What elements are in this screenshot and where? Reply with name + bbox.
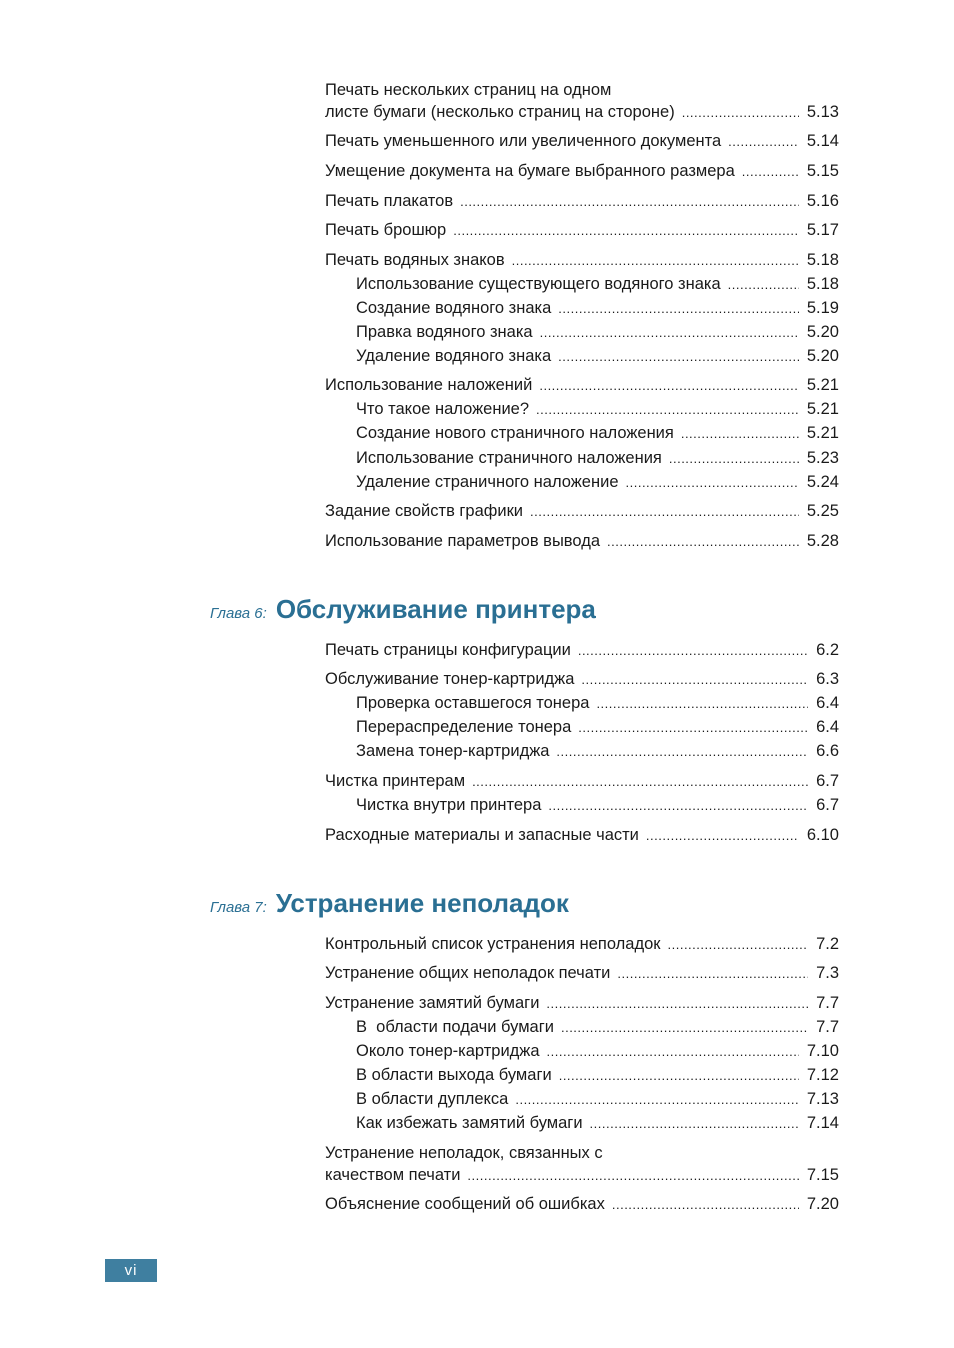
toc-entry-title: Использование существующего водяного знака xyxy=(356,275,721,293)
chapter-7-heading[interactable] xyxy=(210,888,569,922)
toc-entry[interactable] xyxy=(325,668,839,690)
toc-leader-dots xyxy=(590,1113,799,1135)
toc-entry-title: Перераспределение тонера xyxy=(356,718,572,736)
toc-entry[interactable] xyxy=(325,1164,839,1186)
toc-entry-page: 5.15 xyxy=(806,162,839,180)
toc-entry-page: 5.20 xyxy=(806,323,839,341)
toc-subentry[interactable] xyxy=(356,1112,839,1134)
toc-entry[interactable] xyxy=(325,101,839,123)
toc-leader-dots xyxy=(539,375,799,397)
toc-entry-page: 6.7 xyxy=(816,796,839,814)
toc-leader-dots xyxy=(512,250,799,272)
toc-entry-title: Что такое наложение? xyxy=(356,400,530,418)
toc-subentry[interactable] xyxy=(356,297,839,319)
toc-leader-dots xyxy=(581,669,808,691)
toc-entry-title: Расходные материалы и запасные части xyxy=(325,826,639,844)
toc-entry-page: 7.7 xyxy=(816,1018,839,1036)
toc-entry-title: Устранение замятий бумаги xyxy=(325,994,540,1012)
toc-entry-page: 7.13 xyxy=(806,1090,839,1108)
toc-entry-page: 6.10 xyxy=(806,826,839,844)
chapter-prefix: Глава 6: xyxy=(210,605,267,622)
toc-entry[interactable] xyxy=(325,530,839,552)
toc-entry-title: качеством печати xyxy=(325,1166,461,1184)
toc-leader-dots xyxy=(472,771,808,793)
chapter-title: Устранение неполадок xyxy=(275,888,569,918)
toc-leader-dots xyxy=(559,1065,799,1087)
toc-entry-title: Использование страничного наложения xyxy=(356,449,662,467)
toc-entry-title: Использование параметров вывода xyxy=(325,532,601,550)
toc-entry[interactable] xyxy=(325,962,839,984)
toc-entry-title: Печать уменьшенного или увеличенного документа xyxy=(325,132,722,150)
toc-leader-dots xyxy=(540,322,799,344)
toc-entry-page: 5.14 xyxy=(806,132,839,150)
toc-entry-title: В области дуплекса xyxy=(356,1090,509,1108)
toc-entry-page: 5.17 xyxy=(806,221,839,239)
toc-entry-title: В области подачи бумаги xyxy=(356,1018,554,1036)
toc-subentry[interactable] xyxy=(356,273,839,295)
toc-entry-page: 5.20 xyxy=(806,347,839,365)
toc-entry-title: Правка водяного знака xyxy=(356,323,533,341)
toc-entry[interactable] xyxy=(325,160,839,182)
toc-leader-dots xyxy=(515,1089,799,1111)
toc-entry-title: Создание нового страничного наложения xyxy=(356,424,674,442)
toc-subentry[interactable] xyxy=(356,1040,839,1062)
toc-entry-page: 7.15 xyxy=(806,1166,839,1184)
toc-entry[interactable] xyxy=(325,190,839,212)
toc-entry-title: Умещение документа на бумаге выбранного размера xyxy=(325,162,735,180)
toc-subentry[interactable] xyxy=(356,716,839,738)
toc-leader-dots xyxy=(556,741,808,763)
toc-entry-title: Печать брошюр xyxy=(325,221,447,239)
toc-leader-dots xyxy=(681,423,799,445)
toc-entry[interactable] xyxy=(325,933,839,955)
toc-entry-title: Удаление водяного знака xyxy=(356,347,552,365)
toc-subentry[interactable] xyxy=(356,422,839,444)
toc-leader-dots xyxy=(607,531,799,553)
toc-entry-page: 5.19 xyxy=(806,299,839,317)
toc-leader-dots xyxy=(728,131,799,153)
toc-leader-dots xyxy=(536,399,799,421)
toc-entry-title: Создание водяного знака xyxy=(356,299,552,317)
toc-leader-dots xyxy=(561,1017,808,1039)
toc-entry-page: 5.21 xyxy=(806,376,839,394)
toc-subentry[interactable] xyxy=(356,471,839,493)
toc-leader-dots xyxy=(682,102,799,124)
toc-entry-page: 7.14 xyxy=(806,1114,839,1132)
toc-subentry[interactable] xyxy=(356,345,839,367)
toc-entry[interactable] xyxy=(325,219,839,241)
toc-leader-dots xyxy=(578,640,808,662)
toc-leader-dots xyxy=(548,795,808,817)
toc-subentry[interactable] xyxy=(356,1088,839,1110)
page-number-badge: vi xyxy=(105,1259,157,1282)
toc-entry-title: Устранение общих неполадок печати xyxy=(325,964,611,982)
toc-subentry[interactable] xyxy=(356,1016,839,1038)
toc-subentry[interactable] xyxy=(356,794,839,816)
toc-entry-title: Использование наложений xyxy=(325,376,533,394)
toc-entry-page: 5.13 xyxy=(806,103,839,121)
toc-leader-dots xyxy=(453,220,799,242)
toc-entry[interactable] xyxy=(325,249,839,271)
toc-leader-dots xyxy=(612,1194,799,1216)
toc-entry-title: Печать страницы конфигурации xyxy=(325,641,571,659)
toc-entry[interactable] xyxy=(325,770,839,792)
toc-entry-title: Обслуживание тонер-картриджа xyxy=(325,670,575,688)
toc-entry-page: 5.21 xyxy=(806,400,839,418)
toc-entry-page: 7.12 xyxy=(806,1066,839,1084)
toc-subentry[interactable] xyxy=(356,692,839,714)
toc-entry-page: 6.4 xyxy=(816,694,839,712)
chapter-title: Обслуживание принтера xyxy=(275,594,596,624)
toc-entry-title: Печать плакатов xyxy=(325,192,454,210)
toc-entry-page: 7.3 xyxy=(816,964,839,982)
toc-entry[interactable] xyxy=(325,130,839,152)
toc-entry-page: 5.28 xyxy=(806,532,839,550)
toc-entry-page: 7.20 xyxy=(806,1195,839,1213)
toc-entry-page: 6.6 xyxy=(816,742,839,760)
toc-entry-title: Проверка оставшегося тонера xyxy=(356,694,590,712)
toc-entry-page: 7.2 xyxy=(816,935,839,953)
toc-entry-page: 7.7 xyxy=(816,994,839,1012)
toc-leader-dots xyxy=(668,934,809,956)
toc-subentry[interactable] xyxy=(356,398,839,420)
toc-entry-title: В области выхода бумаги xyxy=(356,1066,552,1084)
toc-entry-page: 5.18 xyxy=(806,275,839,293)
toc-entry-title: Как избежать замятий бумаги xyxy=(356,1114,583,1132)
toc-entry-page: 6.7 xyxy=(816,772,839,790)
toc-leader-dots xyxy=(460,191,799,213)
toc-leader-dots xyxy=(467,1165,798,1187)
toc-entry-page: 7.10 xyxy=(806,1042,839,1060)
toc-leader-dots xyxy=(547,1041,799,1063)
toc-entry-page: 5.16 xyxy=(806,192,839,210)
toc-leader-dots xyxy=(546,993,808,1015)
toc-entry[interactable] xyxy=(325,500,839,522)
toc-leader-dots xyxy=(558,298,799,320)
toc-entry-line1: Устранение неполадок, связанных с xyxy=(325,1144,603,1162)
toc-entry-page: 5.24 xyxy=(806,473,839,491)
toc-entry[interactable] xyxy=(325,374,839,396)
toc-leader-dots xyxy=(646,825,799,847)
toc-entry-title: Чистка внутри принтера xyxy=(356,796,542,814)
chapter-6-heading[interactable] xyxy=(210,594,596,628)
toc-entry[interactable] xyxy=(325,824,839,846)
toc-entry-page: 5.21 xyxy=(806,424,839,442)
toc-leader-dots xyxy=(617,963,808,985)
toc-leader-dots xyxy=(558,346,799,368)
toc-entry-title: Объяснение сообщений об ошибках xyxy=(325,1195,605,1213)
toc-subentry[interactable] xyxy=(356,447,839,469)
toc-entry-page: 5.18 xyxy=(806,251,839,269)
toc-entry-title: листе бумаги (несколько страниц на стороне) xyxy=(325,103,675,121)
toc-entry[interactable] xyxy=(325,639,839,661)
toc-entry-page: 6.3 xyxy=(816,670,839,688)
toc-subentry[interactable] xyxy=(356,1064,839,1086)
toc-leader-dots xyxy=(596,693,808,715)
toc-entry[interactable] xyxy=(325,992,839,1014)
toc-subentry[interactable] xyxy=(356,321,839,343)
toc-entry-page: 5.25 xyxy=(806,502,839,520)
toc-subentry[interactable] xyxy=(356,740,839,762)
toc-entry-title: Около тонер-картриджа xyxy=(356,1042,540,1060)
toc-entry-title: Замена тонер-картриджа xyxy=(356,742,550,760)
toc-leader-dots xyxy=(626,472,799,494)
toc-entry-page: 5.23 xyxy=(806,449,839,467)
chapter-prefix: Глава 7: xyxy=(210,899,267,916)
toc-entry-page: 6.2 xyxy=(816,641,839,659)
toc-entry-title: Печать водяных знаков xyxy=(325,251,505,269)
toc-entry-title: Удаление страничного наложение xyxy=(356,473,619,491)
toc-entry-title: Контрольный список устранения неполадок xyxy=(325,935,661,953)
toc-entry-title: Чистка принтерaм xyxy=(325,772,466,790)
toc-entry-line1: Печать нескольких страниц на одном xyxy=(325,81,612,99)
toc-leader-dots xyxy=(669,448,799,470)
toc-leader-dots xyxy=(578,717,808,739)
toc-leader-dots xyxy=(530,501,799,523)
toc-entry-page: 6.4 xyxy=(816,718,839,736)
toc-leader-dots xyxy=(728,274,799,296)
toc-leader-dots xyxy=(742,161,799,183)
toc-entry[interactable] xyxy=(325,1193,839,1215)
toc-entry-title: Задание свойств графики xyxy=(325,502,524,520)
